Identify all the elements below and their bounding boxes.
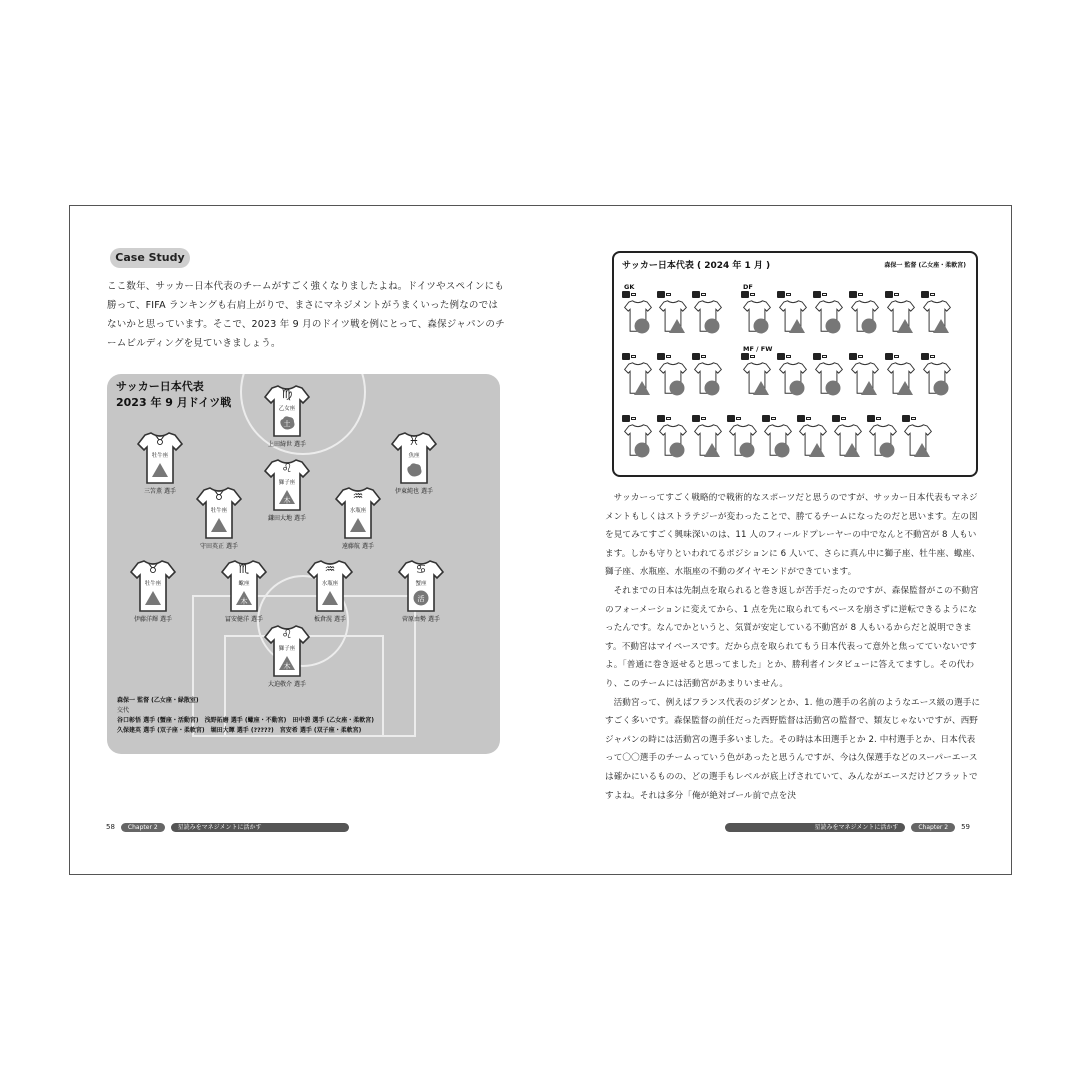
diagram-title-line2: 2023 年 9 月ドイツ戦	[116, 396, 232, 409]
element-triangle-icon	[321, 590, 339, 606]
mini-shirt	[797, 415, 831, 465]
player-name: 三笘薫 選手	[144, 488, 176, 495]
tag-icon	[741, 353, 749, 360]
player-card	[257, 624, 317, 704]
element-circle-icon	[412, 590, 430, 606]
element-triangle-icon	[896, 318, 914, 334]
footer-left	[106, 822, 349, 832]
zodiac-sign: 水瓶座	[321, 581, 339, 587]
tag-notch-icon	[666, 293, 671, 296]
element-triangle-icon	[349, 517, 367, 533]
tag-notch-icon	[736, 417, 741, 420]
element-triangle-icon	[668, 318, 686, 334]
element-triangle-icon	[808, 442, 826, 458]
mini-shirt	[777, 353, 811, 403]
tag-notch-icon	[771, 417, 776, 420]
tag-icon	[813, 353, 821, 360]
player-name: 伊東純也 選手	[395, 488, 433, 495]
tag-notch-icon	[701, 355, 706, 358]
element-triangle-icon	[144, 590, 162, 606]
zodiac-symbol-icon: ♉	[147, 562, 159, 576]
player-name: 菅原由勢 選手	[402, 616, 440, 623]
tag-notch-icon	[631, 417, 636, 420]
body-paragraph-3: 活動宮って、例えばフランス代表のジダンとか、1. 他の選手の名前のようなエース級の選手にすごく多いです。森保監督の前任だった西野監督は活動宮の監督で、類友じゃないですが、西野ジャパンの時には活動宮の選手多いました。その時は本田選手とか 2. 中村選手とか、日本代表って〇〇選手のチームっていう色があったと思うんですが、今は久保選手などのスーパーエースは確かにいるものの、どの選手もレベルが底上げされていて、みんながエースだけどフラットですよね。それは多分「俺が絶対ゴール前で点を決	[605, 697, 981, 801]
roster-coach: 森保一 監督 (乙女座・柔軟宮)	[884, 262, 966, 269]
mini-shirt	[813, 353, 847, 403]
element-circle-icon	[860, 318, 878, 334]
player-name: 上田綺世 選手	[268, 441, 306, 448]
page-number-right: 59	[961, 823, 970, 831]
roster-panel	[612, 251, 978, 477]
element-triangle-icon	[932, 318, 950, 334]
mini-shirt	[885, 353, 919, 403]
player-card	[189, 486, 249, 566]
mini-shirt	[921, 291, 955, 341]
element-circle-icon	[773, 442, 791, 458]
zodiac-sign: 乙女座	[278, 406, 296, 412]
mini-shirt	[727, 415, 761, 465]
player-name: 鎌田大地 選手	[268, 515, 306, 522]
mini-shirt	[849, 291, 883, 341]
mini-shirt	[902, 415, 936, 465]
tag-notch-icon	[631, 355, 636, 358]
tag-icon	[813, 291, 821, 298]
player-name: 冨安健洋 選手	[225, 616, 263, 623]
zodiac-symbol-icon: ♏	[238, 562, 250, 576]
player-card	[257, 458, 317, 538]
zodiac-sign: 蟹座	[415, 581, 427, 587]
player-card	[384, 431, 444, 511]
tag-icon	[921, 291, 929, 298]
tag-icon	[849, 291, 857, 298]
mini-shirt	[777, 291, 811, 341]
element-triangle-icon	[633, 380, 651, 396]
element-triangle-icon	[788, 318, 806, 334]
mini-shirt	[657, 353, 691, 403]
zodiac-sign: 水瓶座	[349, 508, 367, 514]
subs-label: 交代	[117, 707, 130, 714]
tag-icon	[741, 291, 749, 298]
element-circle-icon	[932, 380, 950, 396]
player-name: 板倉滉 選手	[314, 616, 346, 623]
mini-shirt	[832, 415, 866, 465]
element-circle-icon	[738, 442, 756, 458]
element-circle-icon	[878, 442, 896, 458]
zodiac-sign: 牡牛座	[144, 581, 162, 587]
intro-paragraph: ここ数年、サッカー日本代表のチームがすごく強くなりましたよね。ドイツやスペインにも勝って、FIFA ランキングも右肩上がりで、まさにマネジメントがうまくいった例なのではないかと思っています。そこで、2023 年 9 月のドイツ戦を例にとって、森保ジャパンのチームビルディングを見ていきましょう。	[107, 281, 505, 349]
element-circle-icon	[633, 442, 651, 458]
coach-line: 森保一 監督 (乙女座・緑散室)	[117, 697, 199, 704]
body-paragraph-2: それまでの日本は先制点を取られると巻き返しが苦手だったのですが、森保監督がこの不動宮のフォーメーションに変えてから、1 点を先に取られてもペースを崩さずに逆転できるようになったんです。なんでかというと、気質が安定している不動宮が 8 人もいるからだと説明できます。不動宮はマイペースです。だから点を取られてもう日本代表って意外と焦ってていないですよ。「普通に巻き返せると思ってました」とか、勝利者インタビューに答えてますし。その代わり、このチームには活動宮があまりいません。	[605, 585, 979, 689]
body-text	[605, 489, 983, 805]
element-circle-icon	[824, 380, 842, 396]
tag-icon	[885, 353, 893, 360]
book-spread	[69, 205, 1012, 875]
chapter-pill-right: Chapter 2	[911, 823, 955, 832]
zodiac-symbol-icon: ♌	[281, 461, 293, 475]
element-triangle-icon	[235, 590, 253, 606]
player-card	[123, 559, 183, 639]
tag-notch-icon	[750, 355, 755, 358]
tag-icon	[777, 353, 785, 360]
mini-shirt	[813, 291, 847, 341]
element-mark: 木	[240, 597, 248, 606]
player-card	[328, 486, 388, 566]
element-triangle-icon	[278, 655, 296, 671]
mini-shirt	[921, 353, 955, 403]
element-circle-icon	[788, 380, 806, 396]
tag-notch-icon	[930, 355, 935, 358]
tag-icon	[762, 415, 770, 422]
section-pill-right: 星読みをマネジメントに活かす	[725, 823, 905, 832]
element-triangle-icon	[151, 462, 169, 478]
player-name: 守田英正 選手	[200, 543, 238, 550]
mini-shirt	[867, 415, 901, 465]
player-card	[257, 384, 317, 464]
player-name: 遠藤航 選手	[342, 543, 374, 550]
tag-notch-icon	[894, 293, 899, 296]
mini-shirt	[692, 415, 726, 465]
player-card	[130, 431, 190, 511]
tag-icon	[921, 353, 929, 360]
tag-icon	[657, 353, 665, 360]
formation-diagram	[107, 374, 500, 754]
element-triangle-icon	[913, 442, 931, 458]
zodiac-symbol-icon: ♉	[154, 434, 166, 448]
player-name: 大迫敬介 選手	[268, 681, 306, 688]
body-paragraph-1: サッカーってすごく戦略的で戦術的なスポーツだと思うのですが、サッカー日本代表もマネジメントもしくはストラテジーが変わったことで、勝てるチームになったのだと思います。左の図を見てみてすごく興味深いのは、11 人のフィールドプレーヤーの中でなんと不動宮が 8 人もいます。しかも守りといわれてるポジションに 6 人いて、さらに真ん中に獅子座、牡牛座、蠍座、獅子座、水瓶座、水瓶座の不動のダイヤモンドができています。	[605, 493, 981, 578]
zodiac-symbol-icon: ♉	[213, 489, 225, 503]
tag-icon	[692, 291, 700, 298]
element-circle-icon	[633, 318, 651, 334]
zodiac-symbol-icon: ♌	[281, 627, 293, 641]
staff-list	[117, 696, 487, 736]
zodiac-sign: 蠍座	[238, 581, 250, 587]
element-mark: 木	[283, 662, 291, 671]
diagram-title	[116, 379, 231, 411]
tag-notch-icon	[786, 355, 791, 358]
element-circle-icon	[703, 380, 721, 396]
element-triangle-icon	[278, 489, 296, 505]
tag-notch-icon	[786, 293, 791, 296]
tag-notch-icon	[822, 355, 827, 358]
element-circle-icon	[668, 442, 686, 458]
subs-line-2: 久保建英 選手 (双子座・柔軟宮) 堀田大暉 選手 (?????) 宮安希 選手 (双子座・柔軟宮)	[117, 727, 362, 734]
element-triangle-icon	[210, 517, 228, 533]
tag-icon	[622, 291, 630, 298]
mini-shirt	[849, 353, 883, 403]
tag-notch-icon	[666, 355, 671, 358]
case-study-badge: Case Study	[110, 248, 190, 268]
subs-line-1: 谷口彰悟 選手 (蟹座・活動宮) 浅野拓磨 選手 (蠍座・不動宮) 田中碧 選手 (乙女座・柔軟宮)	[117, 717, 374, 724]
section-pill-left: 星読みをマネジメントに活かす	[171, 823, 349, 832]
tag-icon	[727, 415, 735, 422]
tag-icon	[902, 415, 910, 422]
element-blob-icon	[278, 415, 296, 431]
tag-notch-icon	[701, 293, 706, 296]
tag-notch-icon	[930, 293, 935, 296]
element-circle-icon	[752, 318, 770, 334]
mini-shirt	[692, 353, 726, 403]
tag-icon	[797, 415, 805, 422]
tag-notch-icon	[666, 417, 671, 420]
tag-icon	[777, 291, 785, 298]
element-circle-icon	[703, 318, 721, 334]
zodiac-sign: 魚座	[408, 453, 420, 459]
gk-label: GK	[624, 283, 635, 291]
tag-notch-icon	[911, 417, 916, 420]
mini-shirt	[622, 291, 656, 341]
mini-shirt	[622, 353, 656, 403]
element-triangle-icon	[860, 380, 878, 396]
player-card	[391, 559, 451, 639]
mini-shirt	[885, 291, 919, 341]
tag-icon	[832, 415, 840, 422]
tag-notch-icon	[631, 293, 636, 296]
mini-shirt	[622, 415, 656, 465]
element-blob-icon	[405, 462, 423, 478]
tag-notch-icon	[806, 417, 811, 420]
element-triangle-icon	[896, 380, 914, 396]
tag-icon	[692, 353, 700, 360]
diagram-title-line1: サッカー日本代表	[116, 380, 204, 393]
player-name: 伊藤洋輝 選手	[134, 616, 172, 623]
mini-shirt	[657, 291, 691, 341]
element-triangle-icon	[843, 442, 861, 458]
tag-notch-icon	[894, 355, 899, 358]
zodiac-symbol-icon: ♒	[324, 562, 336, 576]
mini-shirt	[741, 291, 775, 341]
zodiac-symbol-icon: ♒	[352, 489, 364, 503]
element-mark: 活	[417, 595, 425, 603]
footer-right	[725, 822, 970, 832]
mffw-label: MF / FW	[743, 345, 773, 353]
zodiac-sign: 牡牛座	[151, 453, 169, 459]
mini-shirt	[741, 353, 775, 403]
mini-shirt	[692, 291, 726, 341]
element-mark: 木	[283, 496, 291, 505]
tag-icon	[657, 291, 665, 298]
zodiac-symbol-icon: ♓	[408, 434, 420, 448]
element-triangle-icon	[752, 380, 770, 396]
element-circle-icon	[668, 380, 686, 396]
tag-notch-icon	[750, 293, 755, 296]
tag-notch-icon	[876, 417, 881, 420]
chapter-pill-left: Chapter 2	[121, 823, 165, 832]
zodiac-sign: 獅子座	[278, 646, 296, 652]
roster-title: サッカー日本代表 ( 2024 年 1 月 )	[622, 261, 771, 271]
tag-icon	[867, 415, 875, 422]
tag-notch-icon	[858, 355, 863, 358]
mini-shirt	[762, 415, 796, 465]
tag-notch-icon	[701, 417, 706, 420]
tag-icon	[622, 353, 630, 360]
tag-notch-icon	[858, 293, 863, 296]
element-mark: 土	[283, 420, 291, 428]
tag-notch-icon	[822, 293, 827, 296]
zodiac-symbol-icon: ♋	[415, 562, 427, 576]
tag-icon	[622, 415, 630, 422]
tag-icon	[849, 353, 857, 360]
element-triangle-icon	[703, 442, 721, 458]
zodiac-sign: 牡牛座	[210, 508, 228, 514]
zodiac-symbol-icon: ♍	[281, 387, 293, 401]
page-number-left: 58	[106, 823, 115, 831]
tag-notch-icon	[841, 417, 846, 420]
df-label: DF	[743, 283, 753, 291]
mini-shirt	[657, 415, 691, 465]
tag-icon	[885, 291, 893, 298]
tag-icon	[657, 415, 665, 422]
element-circle-icon	[824, 318, 842, 334]
tag-icon	[692, 415, 700, 422]
zodiac-sign: 獅子座	[278, 480, 296, 486]
